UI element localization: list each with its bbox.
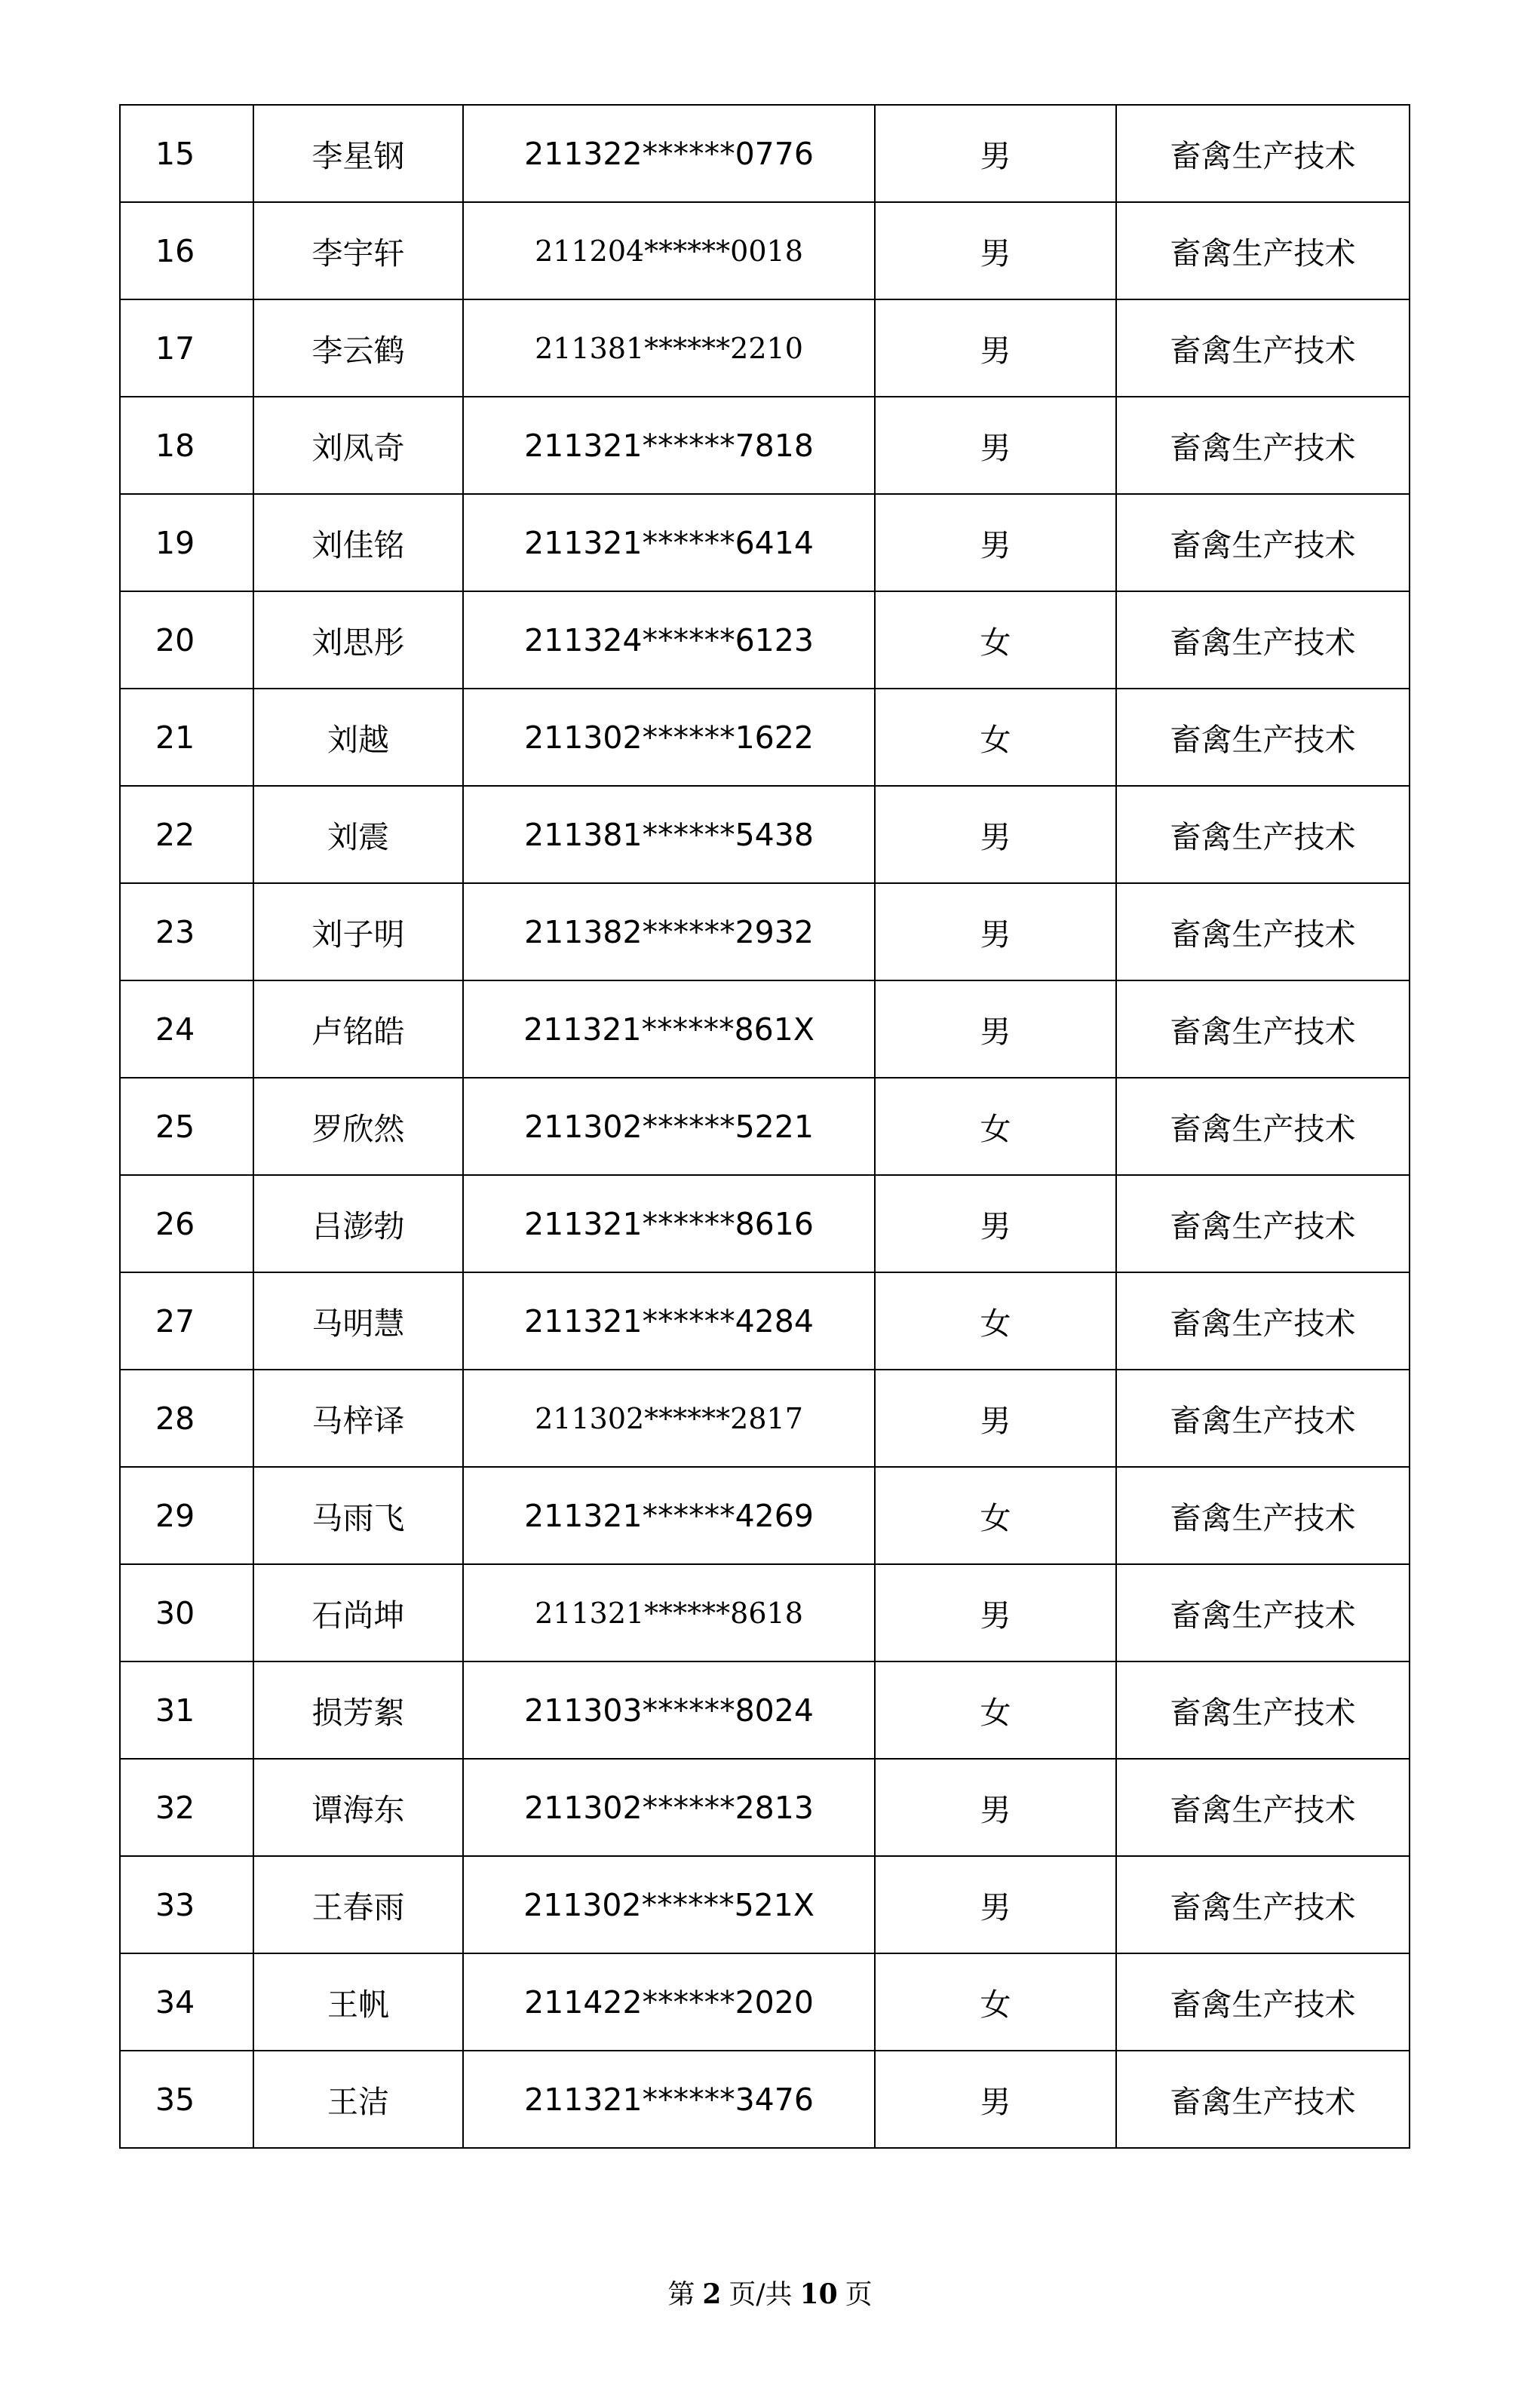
table-row [120,1856,1410,1953]
gender: 男 [875,105,1116,202]
row-number: 28 [120,1370,253,1467]
footer-prefix: 第 [667,2279,695,2310]
row-number: 32 [120,1759,253,1856]
student-name: 王洁 [253,2051,463,2148]
student-name: 刘凤奇 [253,397,463,494]
gender: 男 [875,1175,1116,1272]
gender: 女 [875,1953,1116,2051]
id-number: 211324******6123 [463,591,875,689]
major: 畜禽生产技术 [1116,591,1410,689]
table-row [120,883,1410,980]
major: 畜禽生产技术 [1116,1856,1410,1953]
student-name: 李星钢 [253,105,463,202]
gender: 男 [875,397,1116,494]
id-number: 211302******5221 [463,1078,875,1175]
major: 畜禽生产技术 [1116,397,1410,494]
gender: 男 [875,980,1116,1078]
table-row [120,105,1410,202]
row-number: 34 [120,1953,253,2051]
row-number: 24 [120,980,253,1078]
id-number: 211302******2817 [463,1370,875,1467]
gender: 女 [875,689,1116,786]
table-row [120,299,1410,397]
gender: 男 [875,494,1116,591]
student-name: 刘思彤 [253,591,463,689]
footer-middle: 页/共 [729,2279,793,2310]
gender: 男 [875,883,1116,980]
id-number: 211422******2020 [463,1953,875,2051]
id-number: 211321******8618 [463,1564,875,1661]
table-row [120,1175,1410,1272]
gender: 女 [875,1467,1116,1564]
student-name: 马梓译 [253,1370,463,1467]
gender: 男 [875,786,1116,883]
id-number: 211382******2932 [463,883,875,980]
student-name: 刘佳铭 [253,494,463,591]
id-number: 211321******4284 [463,1272,875,1370]
table-row [120,202,1410,299]
id-number: 211381******2210 [463,299,875,397]
gender: 男 [875,1564,1116,1661]
major: 畜禽生产技术 [1116,2051,1410,2148]
table-row [120,1759,1410,1856]
row-number: 29 [120,1467,253,1564]
table-row [120,591,1410,689]
student-name: 罗欣然 [253,1078,463,1175]
major: 畜禽生产技术 [1116,1953,1410,2051]
table-row [120,1953,1410,2051]
major: 畜禽生产技术 [1116,1759,1410,1856]
student-name: 石尚坤 [253,1564,463,1661]
gender: 男 [875,1370,1116,1467]
gender: 男 [875,1759,1116,1856]
row-number: 23 [120,883,253,980]
id-number: 211322******0776 [463,105,875,202]
id-number: 211302******1622 [463,689,875,786]
footer-suffix: 页 [845,2279,873,2310]
student-name: 马雨飞 [253,1467,463,1564]
student-name: 损芳絮 [253,1661,463,1759]
table-row [120,1078,1410,1175]
id-number: 211321******7818 [463,397,875,494]
gender: 男 [875,1856,1116,1953]
gender: 男 [875,299,1116,397]
row-number: 26 [120,1175,253,1272]
major: 畜禽生产技术 [1116,1564,1410,1661]
id-number: 211302******521X [463,1856,875,1953]
table-row [120,1272,1410,1370]
student-name: 刘震 [253,786,463,883]
major: 畜禽生产技术 [1116,1370,1410,1467]
id-number: 211303******8024 [463,1661,875,1759]
student-name: 王春雨 [253,1856,463,1953]
major: 畜禽生产技术 [1116,1272,1410,1370]
major: 畜禽生产技术 [1116,689,1410,786]
row-number: 16 [120,202,253,299]
row-number: 18 [120,397,253,494]
id-number: 211204******0018 [463,202,875,299]
row-number: 15 [120,105,253,202]
gender: 女 [875,1661,1116,1759]
page-footer [0,2273,1540,2312]
gender: 男 [875,2051,1116,2148]
major: 畜禽生产技术 [1116,1078,1410,1175]
row-number: 21 [120,689,253,786]
student-name: 李云鹤 [253,299,463,397]
id-number: 211381******5438 [463,786,875,883]
table-row [120,980,1410,1078]
student-name: 卢铭皓 [253,980,463,1078]
id-number: 211321******4269 [463,1467,875,1564]
major: 畜禽生产技术 [1116,980,1410,1078]
table-row [120,397,1410,494]
row-number: 33 [120,1856,253,1953]
gender: 女 [875,1078,1116,1175]
student-name: 马明慧 [253,1272,463,1370]
table-row [120,1564,1410,1661]
student-name: 吕澎勃 [253,1175,463,1272]
major: 畜禽生产技术 [1116,1661,1410,1759]
id-number: 211302******2813 [463,1759,875,1856]
student-roster-table [119,104,1410,2149]
gender: 女 [875,591,1116,689]
student-name: 王帆 [253,1953,463,2051]
gender: 女 [875,1272,1116,1370]
current-page-number: 2 [702,2278,722,2310]
major: 畜禽生产技术 [1116,202,1410,299]
table-row [120,2051,1410,2148]
table-row [120,1370,1410,1467]
table-row [120,1467,1410,1564]
major: 畜禽生产技术 [1116,786,1410,883]
major: 畜禽生产技术 [1116,883,1410,980]
row-number: 30 [120,1564,253,1661]
row-number: 31 [120,1661,253,1759]
table-row [120,1661,1410,1759]
id-number: 211321******8616 [463,1175,875,1272]
id-number: 211321******3476 [463,2051,875,2148]
major: 畜禽生产技术 [1116,299,1410,397]
row-number: 27 [120,1272,253,1370]
student-name: 李宇轩 [253,202,463,299]
major: 畜禽生产技术 [1116,1175,1410,1272]
row-number: 25 [120,1078,253,1175]
gender: 男 [875,202,1116,299]
row-number: 35 [120,2051,253,2148]
row-number: 22 [120,786,253,883]
total-pages-number: 10 [799,2278,838,2310]
row-number: 19 [120,494,253,591]
row-number: 20 [120,591,253,689]
id-number: 211321******6414 [463,494,875,591]
table-row [120,494,1410,591]
table-row [120,786,1410,883]
id-number: 211321******861X [463,980,875,1078]
major: 畜禽生产技术 [1116,1467,1410,1564]
table-row [120,689,1410,786]
student-name: 刘子明 [253,883,463,980]
student-name: 刘越 [253,689,463,786]
row-number: 17 [120,299,253,397]
student-name: 谭海东 [253,1759,463,1856]
major: 畜禽生产技术 [1116,494,1410,591]
major: 畜禽生产技术 [1116,105,1410,202]
